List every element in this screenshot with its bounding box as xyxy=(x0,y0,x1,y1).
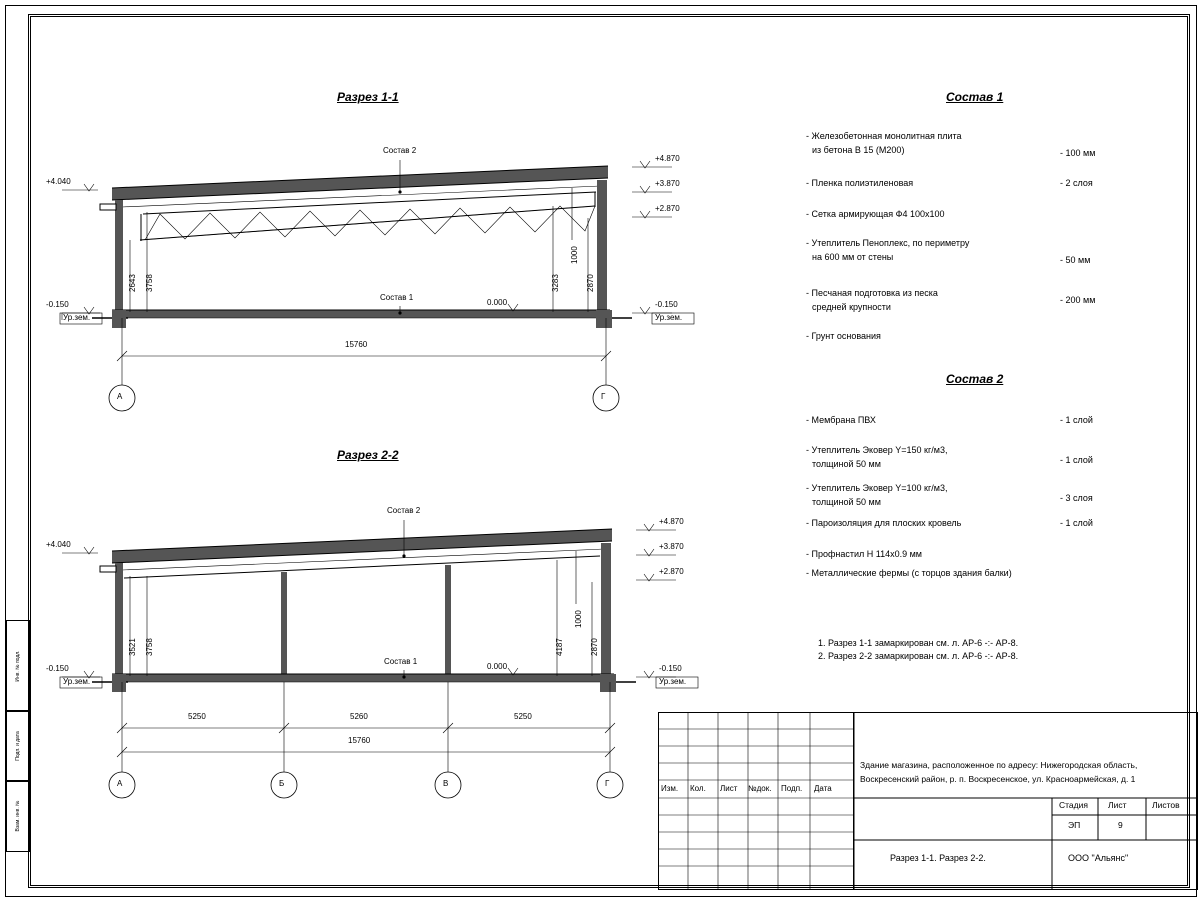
note-1: 2. Разрез 2-2 замаркирован см. л. АР-6 -:- АР-8. xyxy=(818,651,1019,661)
level-right-2-s1: +3.870 xyxy=(655,179,680,188)
sostav2-item-2-value: - 3 слоя xyxy=(1060,493,1093,503)
level-floor-s1: 0.000 xyxy=(487,298,508,307)
sostav1-item-0-line1: - Железобетонная монолитная плита xyxy=(806,131,962,141)
sostav2-item-3-value: - 1 слой xyxy=(1060,518,1093,528)
sostav1-item-1-line1: - Пленка полиэтиленовая xyxy=(806,178,914,188)
level-right-ground-s1: Ур.зем. xyxy=(655,313,683,322)
sostav2-item-1-line2: толщиной 50 мм xyxy=(812,459,881,469)
sostav2-item-1-value: - 1 слой xyxy=(1060,455,1093,465)
dim-total-s2: 15760 xyxy=(348,736,371,745)
sostav2-item-5-line1: - Металлические фермы (с торцов здания балки) xyxy=(806,568,1012,578)
sheets-total-header: Листов xyxy=(1152,800,1180,810)
axis-label-v-s2: В xyxy=(443,779,449,788)
rev-header-podp: Подп. xyxy=(781,784,803,793)
callout-sostav1-s2: Состав 1 xyxy=(384,657,418,666)
note-0: 1. Разрез 1-1 замаркирован см. л. АР-6 -:- АР-8. xyxy=(818,638,1019,648)
sostav2-item-2-line1: - Утеплитель Эковер Y=100 кг/м3, xyxy=(806,483,948,493)
dim-v2-s2: 3758 xyxy=(145,638,154,656)
sostav2-item-0-value: - 1 слой xyxy=(1060,415,1093,425)
sostav1-item-2-line1: - Сетка армирующая Ф4 100х100 xyxy=(806,209,945,219)
level-right-3-s1: +2.870 xyxy=(655,204,680,213)
drawing-name: Разрез 1-1. Разрез 2-2. xyxy=(890,853,986,863)
level-left-ground-s2: Ур.зем. xyxy=(63,677,91,686)
sostav2-item-2-line2: толщиной 50 мм xyxy=(812,497,881,507)
left-stamp-label: Инв. № подл. xyxy=(15,650,21,682)
level-floor-s2: 0.000 xyxy=(487,662,508,671)
stage-header: Стадия xyxy=(1059,800,1088,810)
callout-sostav1-s1: Состав 1 xyxy=(380,293,414,302)
sostav1-item-4-line2: средней крупности xyxy=(812,302,891,312)
level-left-2-s2: -0.150 xyxy=(46,664,69,673)
level-left-1-s1: +4.040 xyxy=(46,177,71,186)
level-left-ground-s1: Ур.зем. xyxy=(63,313,91,322)
left-stamp-label: Взам. инв. № xyxy=(15,800,21,832)
rev-header-izm: Изм. xyxy=(661,784,679,793)
dim-v1-s2: 3521 xyxy=(128,638,137,656)
dim-span-2-s2: 5260 xyxy=(350,712,368,721)
dim-span-3-s2: 5250 xyxy=(514,712,532,721)
level-right-ground-s2: Ур.зем. xyxy=(659,677,687,686)
level-right-4-s2: -0.150 xyxy=(659,664,682,673)
sostav2-item-1-line1: - Утеплитель Эковер Y=150 кг/м3, xyxy=(806,445,948,455)
sostav1-item-1-value: - 2 слоя xyxy=(1060,178,1093,188)
left-stamp-label: Подп. и дата xyxy=(15,731,21,761)
rev-header-list: Лист xyxy=(720,784,738,793)
sostav1-item-0-line2: из бетона В 15 (М200) xyxy=(812,145,905,155)
rev-header-data: Дата xyxy=(814,784,832,793)
dim-v4-s1: 1000 xyxy=(570,246,579,264)
sostav1-item-3-line1: - Утеплитель Пеноплекс, по периметру xyxy=(806,238,970,248)
callout-sostav2-s2: Состав 2 xyxy=(387,506,421,515)
object-name-line2: Воскресенский район, р. п. Воскресенское, ул. Красноармейская, д. 1 xyxy=(860,774,1136,784)
sheet-header: Лист xyxy=(1108,800,1127,810)
level-right-4-s1: -0.150 xyxy=(655,300,678,309)
sostav2-item-4-line1: - Профнастил Н 114х0.9 мм xyxy=(806,549,922,559)
axis-label-g-s1: Г xyxy=(601,392,606,401)
level-left-2-s1: -0.150 xyxy=(46,300,69,309)
level-right-3-s2: +2.870 xyxy=(659,567,684,576)
axis-label-a-s1: А xyxy=(117,392,123,401)
rev-header-kol: Кол. xyxy=(690,784,706,793)
sostav2-item-0-line1: - Мембрана ПВХ xyxy=(806,415,876,425)
callout-sostav2-s1: Состав 2 xyxy=(383,146,417,155)
dim-v3-s1: 3283 xyxy=(551,274,560,292)
section-1-title: Разрез 1-1 xyxy=(337,90,399,104)
object-name-line1: Здание магазина, расположенное по адресу: Нижегородская область, xyxy=(860,760,1138,770)
dim-v2-s1: 3758 xyxy=(145,274,154,292)
sostav1-item-3-line2: на 600 мм от стены xyxy=(812,252,894,262)
company-name: ООО "Альянс" xyxy=(1068,853,1129,863)
sostav1-item-3-value: - 50 мм xyxy=(1060,255,1091,265)
dim-total-s1: 15760 xyxy=(345,340,368,349)
sostav2-item-3-line1: - Пароизоляция для плоских кровель xyxy=(806,518,962,528)
section-2-title: Разрез 2-2 xyxy=(337,448,399,462)
level-right-2-s2: +3.870 xyxy=(659,542,684,551)
dim-span-1-s2: 5250 xyxy=(188,712,206,721)
stage-value: ЭП xyxy=(1068,820,1081,830)
level-left-1-s2: +4.040 xyxy=(46,540,71,549)
dim-v5-s2: 2870 xyxy=(590,638,599,656)
sostav1-item-5-line1: - Грунт основания xyxy=(806,331,881,341)
axis-label-b-s2: Б xyxy=(279,779,285,788)
sostav1-item-0-value: - 100 мм xyxy=(1060,148,1096,158)
sostav-1-title: Состав 1 xyxy=(946,90,1004,104)
sostav1-item-4-line1: - Песчаная подготовка из песка xyxy=(806,288,938,298)
rev-header-ndok: №док. xyxy=(748,784,772,793)
axis-label-a-s2: А xyxy=(117,779,123,788)
dim-v5-s1: 2870 xyxy=(586,274,595,292)
dim-v4-s2: 1000 xyxy=(574,610,583,628)
level-right-1-s2: +4.870 xyxy=(659,517,684,526)
dim-v1-s1: 2643 xyxy=(128,274,137,292)
sheet-number: 9 xyxy=(1118,820,1123,830)
sostav1-item-4-value: - 200 мм xyxy=(1060,295,1096,305)
level-right-1-s1: +4.870 xyxy=(655,154,680,163)
axis-label-g-s2: Г xyxy=(605,779,610,788)
sostav-2-title: Состав 2 xyxy=(946,372,1004,386)
dim-v3-s2: 4187 xyxy=(555,638,564,656)
